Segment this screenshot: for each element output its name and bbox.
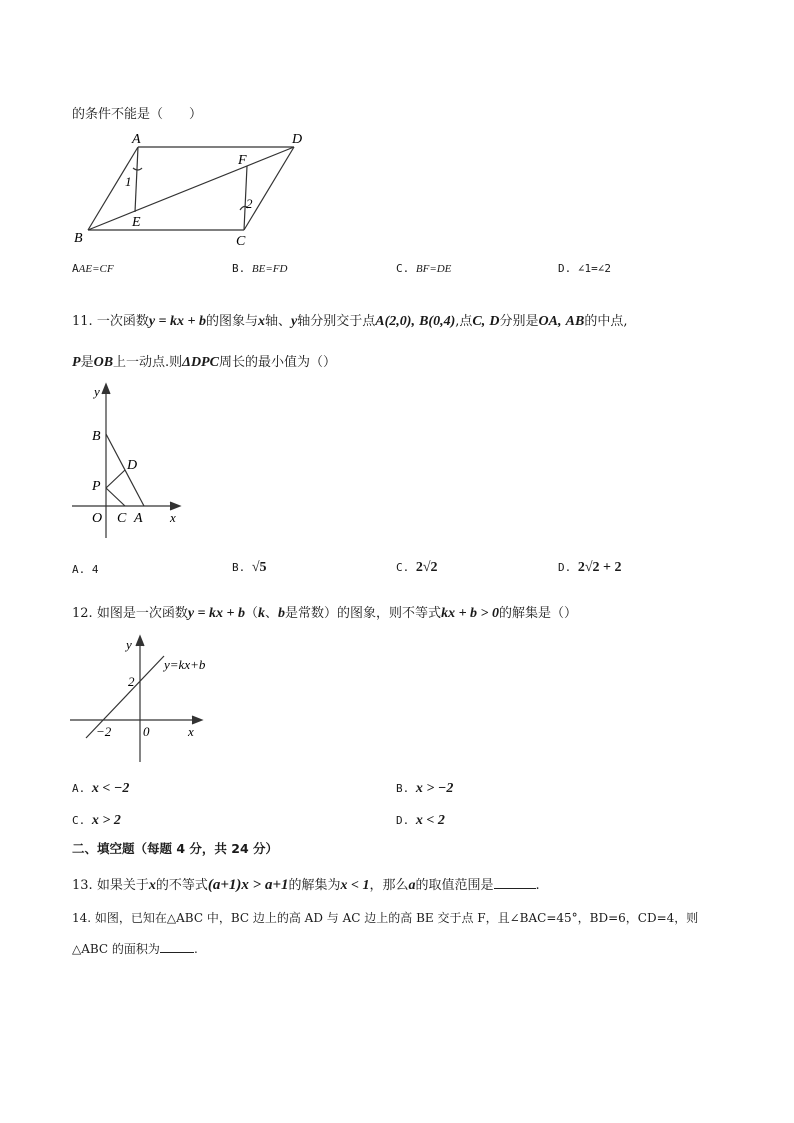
option-value: x < −2 (91, 781, 130, 796)
q11-text: 上一动点.则 (113, 355, 183, 370)
q11-punct: , (411, 314, 415, 329)
q12-number: 12. (72, 606, 93, 621)
q12-text: （ (245, 606, 259, 621)
option-letter: A. (72, 782, 86, 795)
q11-text: ,点 (455, 314, 473, 329)
q11-figure (66, 378, 196, 540)
q11-point-p: P (72, 355, 81, 370)
q10-option-d[interactable] (558, 262, 611, 275)
option-letter: D. (558, 262, 572, 275)
option-text: ∠1=∠2 (577, 262, 611, 275)
q11-axis-x: x (170, 510, 176, 525)
option-value: x < 2 (415, 813, 445, 828)
q12-label-0: 0 (143, 724, 150, 739)
q10-option-b[interactable] (232, 262, 287, 275)
q12-option-b[interactable] (396, 781, 453, 797)
q11-text: 轴、 (265, 314, 292, 329)
q11-text: 周长的最小值为（） (218, 355, 336, 370)
option-value: 2√2 (415, 560, 438, 575)
q14-text: . (193, 942, 198, 956)
q11-segment-ob: OB (93, 355, 114, 370)
q11-option-b[interactable] (232, 560, 267, 576)
q11-point-b: B(0,4) (419, 314, 456, 329)
q10-label-D: D (292, 132, 303, 147)
q10-figure (68, 128, 318, 250)
q12-line-label: y=kx+b (164, 657, 206, 672)
q13-answer-blank[interactable] (494, 888, 536, 889)
q11-punct: , (481, 314, 486, 329)
option-letter: B. (232, 561, 246, 574)
q11-axis-y: y (94, 384, 100, 399)
q13-x: x (148, 878, 156, 893)
q11-triangle-dpc: ΔDPC (182, 355, 219, 370)
q10-label-A: A (132, 132, 141, 147)
q13-line (72, 874, 540, 894)
option-letter: D. (558, 561, 572, 574)
q11-number: 11. (72, 314, 93, 329)
q13-text: ，那么 (369, 878, 409, 893)
q10-label-1: 1 (125, 174, 132, 189)
q12-text: 如图是一次函数 (96, 606, 188, 621)
q11-label-D: D (127, 458, 138, 473)
q10-option-c[interactable] (396, 262, 451, 275)
q10-label-E: E (132, 215, 141, 230)
q11-y: y (291, 314, 298, 329)
q13-text: 的取值范围是 (415, 878, 494, 893)
q12-k: k (258, 606, 266, 621)
q12-option-a[interactable] (72, 781, 129, 797)
q12-axis-y: y (126, 637, 132, 652)
option-letter: B. (232, 262, 246, 275)
option-value: x > 2 (91, 813, 121, 828)
option-letter: B. (396, 782, 410, 795)
q12-text: 是常数）的图象，则不等式 (285, 606, 442, 621)
q11-label-B: B (92, 429, 101, 444)
q11-function: y = kx + b (148, 314, 207, 329)
option-text: BF=DE (415, 263, 452, 275)
q11-label-A: A (134, 511, 143, 526)
q11-label-O: O (92, 511, 103, 526)
q11-option-d[interactable] (558, 560, 622, 576)
q12-option-c[interactable] (72, 813, 121, 829)
option-letter: C. (72, 814, 86, 827)
q14-text: △ABC 的面积为 (72, 942, 160, 956)
q11-label-C: C (117, 511, 127, 526)
q11-text: 一次函数 (96, 314, 149, 329)
q13-inequality: (a+1)x > a+1 (207, 877, 289, 893)
q13-text: 如果关于 (96, 878, 149, 893)
q11-text: 的图象与 (206, 314, 259, 329)
q10-option-a[interactable] (72, 262, 114, 275)
option-letter: C. (396, 262, 410, 275)
q10-tail: 的条件不能是（ ） (72, 107, 203, 122)
q12-option-d[interactable] (396, 813, 445, 829)
q14-line2 (72, 940, 198, 957)
q14-answer-blank[interactable] (160, 952, 194, 953)
q12-label-neg2: −2 (96, 724, 112, 739)
q11-punct: , (557, 314, 562, 329)
q10-label-B: B (74, 231, 83, 246)
q12-inequality: kx + b > 0 (441, 606, 500, 621)
q12-figure (66, 632, 216, 764)
option-letter: C. (396, 561, 410, 574)
q11-line2 (72, 351, 336, 371)
option-value: 2√2 + 2 (577, 560, 622, 575)
q10-label-C: C (236, 234, 246, 249)
q12-function: y = kx + b (187, 606, 246, 621)
q11-segment-oa: OA (538, 314, 558, 329)
option-text: BE=FD (251, 263, 288, 275)
q12-label-2: 2 (128, 674, 135, 689)
q11-point-d: D (489, 314, 500, 329)
q12-line1 (72, 602, 577, 622)
q13-solution: x < 1 (340, 878, 370, 893)
q12-axis-x: x (188, 724, 194, 739)
q11-label-P: P (92, 479, 101, 494)
q11-text: 分别是 (499, 314, 539, 329)
option-value: x > −2 (415, 781, 454, 796)
q12-text: 的解集是（） (499, 606, 578, 621)
q13-text: 的不等式 (155, 878, 208, 893)
q10-label-F: F (238, 153, 247, 168)
option-letter: D. (396, 814, 410, 827)
option-letter: A. (72, 563, 86, 576)
q11-point-c: C (472, 314, 482, 329)
q11-option-a[interactable] (72, 563, 99, 576)
q13-number: 13. (72, 878, 93, 893)
option-value: 4 (91, 563, 99, 576)
q11-text: 的中点, (584, 314, 628, 329)
q13-text: . (535, 878, 540, 893)
q11-point-a: A(2,0) (375, 314, 412, 329)
q11-x: x (258, 314, 266, 329)
q13-a: a (408, 878, 416, 893)
q11-line1 (72, 310, 627, 330)
q12-text: 、 (265, 606, 279, 621)
q12-b: b (278, 606, 286, 621)
q11-text: 是 (80, 355, 94, 370)
q11-text: 轴分别交于点 (297, 314, 376, 329)
option-letter: A (72, 262, 79, 275)
q10-label-2: 2 (246, 196, 253, 211)
q14-line1: 14. 如图，已知在△ABC 中，BC 边上的高 AD 与 AC 边上的高 BE 交于点 F，且∠BAC=45°，BD=6，CD=4，则 (72, 911, 699, 925)
q11-option-c[interactable] (396, 560, 438, 576)
option-value: √5 (251, 560, 267, 575)
q13-text: 的解集为 (288, 878, 341, 893)
option-text: AE=CF (78, 263, 114, 275)
section-fill-in-title: 二、填空题（每题 4 分，共 24 分） (72, 841, 279, 856)
q11-segment-ab: AB (565, 314, 585, 329)
